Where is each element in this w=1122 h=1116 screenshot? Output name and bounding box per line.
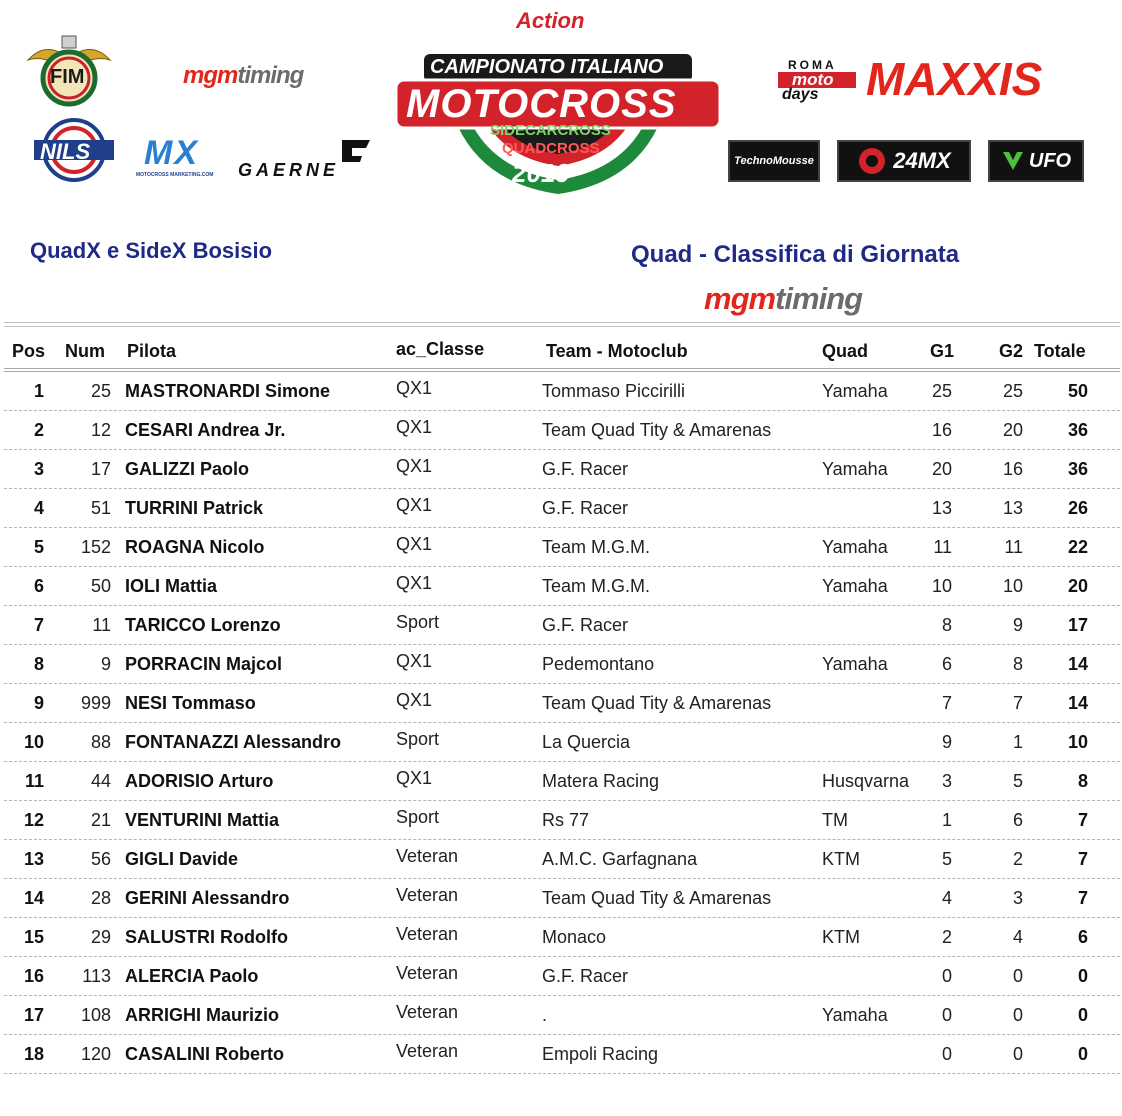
cell-pos: 11 [24, 771, 44, 791]
cell-pilota: FONTANAZZI Alessandro [125, 732, 342, 752]
cell-team: Team Quad Tity & Amarenas [542, 693, 772, 713]
cell-totale: 7 [1077, 810, 1088, 830]
cell-g1: 0 [941, 966, 952, 986]
cell-pos: 8 [33, 654, 44, 674]
cell-team: Tommaso Piccirilli [542, 381, 686, 401]
cell-totale: 8 [1077, 771, 1088, 791]
cell-quad: Yamaha [822, 1005, 888, 1025]
cell-classe: QX1 [396, 690, 433, 710]
cell-pilota: PORRACIN Majcol [125, 654, 283, 674]
cell-pilota: GIGLI Davide [125, 849, 239, 869]
table-row [0, 606, 1122, 645]
cell-num: 999 [80, 693, 111, 713]
cell-totale: 50 [1067, 381, 1088, 401]
cell-num: 12 [90, 420, 111, 440]
row-divider [4, 1073, 1120, 1074]
cell-pilota: ARRIGHI Maurizio [125, 1005, 280, 1025]
table-row [0, 645, 1122, 684]
cell-team: G.F. Racer [542, 615, 629, 635]
cell-num: 11 [92, 615, 111, 635]
cell-classe: Veteran [396, 885, 459, 905]
header-g2: G2 [999, 341, 1024, 361]
cell-g1: 9 [941, 732, 952, 752]
header-totale: Totale [1034, 341, 1086, 361]
cell-pos: 17 [23, 1005, 44, 1025]
motocross-marketing-logo: MX MOTOCROSS MARKETING.COM [136, 134, 214, 178]
header-classe: ac_Classe [396, 339, 485, 359]
cell-totale: 0 [1077, 966, 1088, 986]
table-row [0, 372, 1122, 411]
cell-num: 9 [100, 654, 111, 674]
cell-team: Matera Racing [542, 771, 660, 791]
cell-g2: 7 [1012, 693, 1023, 713]
cell-quad: Yamaha [822, 576, 888, 596]
cell-pilota: ALERCIA Paolo [125, 966, 259, 986]
table-row [0, 840, 1122, 879]
cell-pilota: TURRINI Patrick [125, 498, 264, 518]
cell-g1: 6 [941, 654, 952, 674]
cell-g1: 0 [941, 1044, 952, 1064]
cell-totale: 0 [1077, 1005, 1088, 1025]
cell-quad: Yamaha [822, 654, 888, 674]
cell-pos: 12 [23, 810, 44, 830]
cell-g1: 7 [941, 693, 952, 713]
fim-logo: FIM [26, 32, 112, 112]
cell-team: Empoli Racing [542, 1044, 659, 1064]
cell-g2: 10 [1002, 576, 1023, 596]
cell-totale: 26 [1067, 498, 1088, 518]
cell-team: Team M.G.M. [542, 576, 651, 596]
cell-num: 88 [90, 732, 111, 752]
classification-title: Quad - Classifica di Giornata [631, 241, 960, 268]
cell-pilota: CASALINI Roberto [125, 1044, 284, 1064]
cell-pos: 18 [23, 1044, 44, 1064]
table-row [0, 567, 1122, 606]
cell-g2: 3 [1012, 888, 1023, 908]
cell-g2: 1 [1012, 732, 1023, 752]
cell-team: G.F. Racer [542, 966, 629, 986]
cell-classe: Veteran [396, 1041, 459, 1061]
table-row [0, 411, 1122, 450]
cell-classe: QX1 [396, 768, 433, 788]
cell-g1: 3 [941, 771, 952, 791]
cell-g1: 5 [941, 849, 952, 869]
cell-g2: 0 [1012, 1005, 1023, 1025]
cell-pos: 16 [23, 966, 44, 986]
cell-pos: 4 [33, 498, 44, 518]
table-row [0, 1035, 1122, 1074]
cell-team: Monaco [542, 927, 607, 947]
cell-pos: 15 [23, 927, 44, 947]
cell-g1: 1 [941, 810, 952, 830]
cell-pilota: GERINI Alessandro [125, 888, 290, 908]
sponsor-banner [0, 0, 1122, 205]
cell-quad: KTM [822, 849, 860, 869]
event-title: QuadX e SideX Bosisio [30, 238, 273, 263]
header-pilota: Pilota [127, 341, 177, 361]
cell-g2: 13 [1002, 498, 1023, 518]
table-row [0, 489, 1122, 528]
cell-pilota: GALIZZI Paolo [125, 459, 249, 479]
gaerne-logo: GAERNE [238, 136, 378, 184]
cell-team: A.M.C. Garfagnana [542, 849, 698, 869]
cell-totale: 10 [1067, 732, 1088, 752]
cell-g1: 20 [931, 459, 952, 479]
cell-team: . [542, 1005, 548, 1025]
cell-g2: 4 [1012, 927, 1023, 947]
campionato-italiano-emblem: Action CAMPIONATO ITALIANO MOTOCROSS SIDECARCROSS QUADCROSS 2019 [388, 6, 728, 198]
mgm-timing-logo-left: mgmtiming [183, 62, 304, 89]
cell-g2: 25 [1002, 381, 1023, 401]
table-row [0, 762, 1122, 801]
cell-team: Rs 77 [542, 810, 590, 830]
cell-classe: Veteran [396, 963, 459, 983]
cell-g2: 0 [1012, 1044, 1023, 1064]
24mx-logo: 24MX [837, 140, 971, 182]
cell-pilota: ADORISIO Arturo [125, 771, 274, 791]
cell-pos: 10 [23, 732, 44, 752]
cell-num: 44 [90, 771, 111, 791]
cell-totale: 36 [1067, 459, 1088, 479]
cell-g1: 2 [941, 927, 952, 947]
cell-totale: 14 [1067, 693, 1088, 713]
cell-num: 120 [80, 1044, 111, 1064]
table-top-rule [4, 322, 1120, 323]
cell-g1: 16 [931, 420, 952, 440]
cell-classe: QX1 [396, 651, 433, 671]
cell-quad: Yamaha [822, 381, 888, 401]
table-row [0, 723, 1122, 762]
cell-totale: 0 [1077, 1044, 1088, 1064]
cell-g1: 11 [933, 537, 952, 557]
cell-g1: 8 [941, 615, 952, 635]
cell-quad: KTM [822, 927, 860, 947]
cell-num: 29 [90, 927, 111, 947]
cell-g1: 4 [941, 888, 952, 908]
cell-classe: QX1 [396, 417, 433, 437]
maxxis-logo: MAXXIS [866, 53, 1043, 105]
cell-g1: 25 [931, 381, 952, 401]
cell-num: 56 [90, 849, 111, 869]
cell-team: Team Quad Tity & Amarenas [542, 888, 772, 908]
roma-moto-days-logo: ROMA moto days [774, 58, 860, 104]
cell-pos: 14 [23, 888, 44, 908]
cell-pilota: CESARI Andrea Jr. [125, 420, 286, 440]
header-rule [4, 368, 1120, 369]
cell-classe: QX1 [396, 456, 433, 476]
header-pos: Pos [12, 341, 46, 361]
table-row [0, 957, 1122, 996]
cell-quad: Yamaha [822, 459, 888, 479]
cell-num: 21 [90, 810, 111, 830]
table-row [0, 450, 1122, 489]
cell-pos: 2 [33, 420, 44, 440]
cell-pilota: TARICCO Lorenzo [125, 615, 281, 635]
table-row [0, 528, 1122, 567]
cell-g2: 20 [1002, 420, 1023, 440]
cell-pos: 3 [33, 459, 44, 479]
cell-classe: Veteran [396, 924, 459, 944]
cell-pilota: VENTURINI Mattia [125, 810, 280, 830]
cell-num: 17 [90, 459, 111, 479]
table-row [0, 918, 1122, 957]
header-num: Num [65, 341, 105, 361]
header-quad: Quad [822, 341, 869, 361]
cell-totale: 36 [1067, 420, 1088, 440]
cell-totale: 7 [1077, 888, 1088, 908]
cell-g1: 13 [931, 498, 952, 518]
cell-totale: 17 [1067, 615, 1088, 635]
cell-pos: 1 [33, 381, 44, 401]
cell-pilota: ROAGNA Nicolo [125, 537, 265, 557]
table-row [0, 801, 1122, 840]
cell-totale: 22 [1067, 537, 1088, 557]
nils-logo: NILS [34, 118, 114, 182]
cell-classe: QX1 [396, 573, 433, 593]
cell-num: 25 [90, 381, 111, 401]
cell-classe: Veteran [396, 1002, 459, 1022]
cell-totale: 20 [1067, 576, 1088, 596]
cell-classe: QX1 [396, 495, 433, 515]
cell-totale: 6 [1077, 927, 1088, 947]
cell-pos: 9 [33, 693, 44, 713]
table-row [0, 684, 1122, 723]
cell-totale: 7 [1077, 849, 1088, 869]
cell-pilota: IOLI Mattia [125, 576, 218, 596]
cell-totale: 14 [1067, 654, 1088, 674]
cell-team: G.F. Racer [542, 498, 629, 518]
cell-team: Team M.G.M. [542, 537, 651, 557]
cell-g2: 9 [1012, 615, 1023, 635]
cell-team: Pedemontano [542, 654, 655, 674]
cell-team: La Quercia [542, 732, 631, 752]
cell-pos: 5 [33, 537, 44, 557]
mgm-timing-logo: mgmtiming [704, 281, 863, 316]
cell-g2: 6 [1012, 810, 1023, 830]
cell-g2: 2 [1012, 849, 1023, 869]
cell-num: 28 [90, 888, 111, 908]
cell-pilota: MASTRONARDI Simone [125, 381, 331, 401]
table-row [0, 996, 1122, 1035]
cell-classe: Veteran [396, 846, 459, 866]
cell-g2: 5 [1012, 771, 1023, 791]
cell-g2: 16 [1002, 459, 1023, 479]
cell-pos: 6 [33, 576, 44, 596]
header-team: Team - Motoclub [546, 341, 688, 361]
table-row [0, 879, 1122, 918]
cell-pilota: SALUSTRI Rodolfo [125, 927, 288, 947]
table-top-rule [4, 326, 1120, 327]
cell-classe: QX1 [396, 534, 433, 554]
cell-g2: 11 [1004, 537, 1023, 557]
ufo-logo: UFO [988, 140, 1084, 182]
cell-num: 152 [80, 537, 111, 557]
cell-g1: 10 [931, 576, 952, 596]
cell-team: G.F. Racer [542, 459, 629, 479]
cell-classe: Sport [396, 612, 440, 632]
cell-team: Team Quad Tity & Amarenas [542, 420, 772, 440]
cell-pilota: NESI Tommaso [125, 693, 256, 713]
cell-pos: 13 [23, 849, 44, 869]
cell-quad: Yamaha [822, 537, 888, 557]
cell-classe: QX1 [396, 378, 433, 398]
header-g1: G1 [930, 341, 955, 361]
cell-quad: Husqvarna [822, 771, 910, 791]
technomousse-logo: TechnoMousse [728, 140, 820, 182]
cell-num: 108 [80, 1005, 111, 1025]
cell-g2: 0 [1012, 966, 1023, 986]
cell-g1: 0 [941, 1005, 952, 1025]
cell-g2: 8 [1012, 654, 1023, 674]
cell-quad: TM [822, 810, 848, 830]
cell-pos: 7 [33, 615, 44, 635]
cell-num: 51 [90, 498, 111, 518]
cell-num: 50 [90, 576, 111, 596]
cell-classe: Sport [396, 807, 440, 827]
cell-num: 113 [82, 966, 111, 986]
cell-classe: Sport [396, 729, 440, 749]
